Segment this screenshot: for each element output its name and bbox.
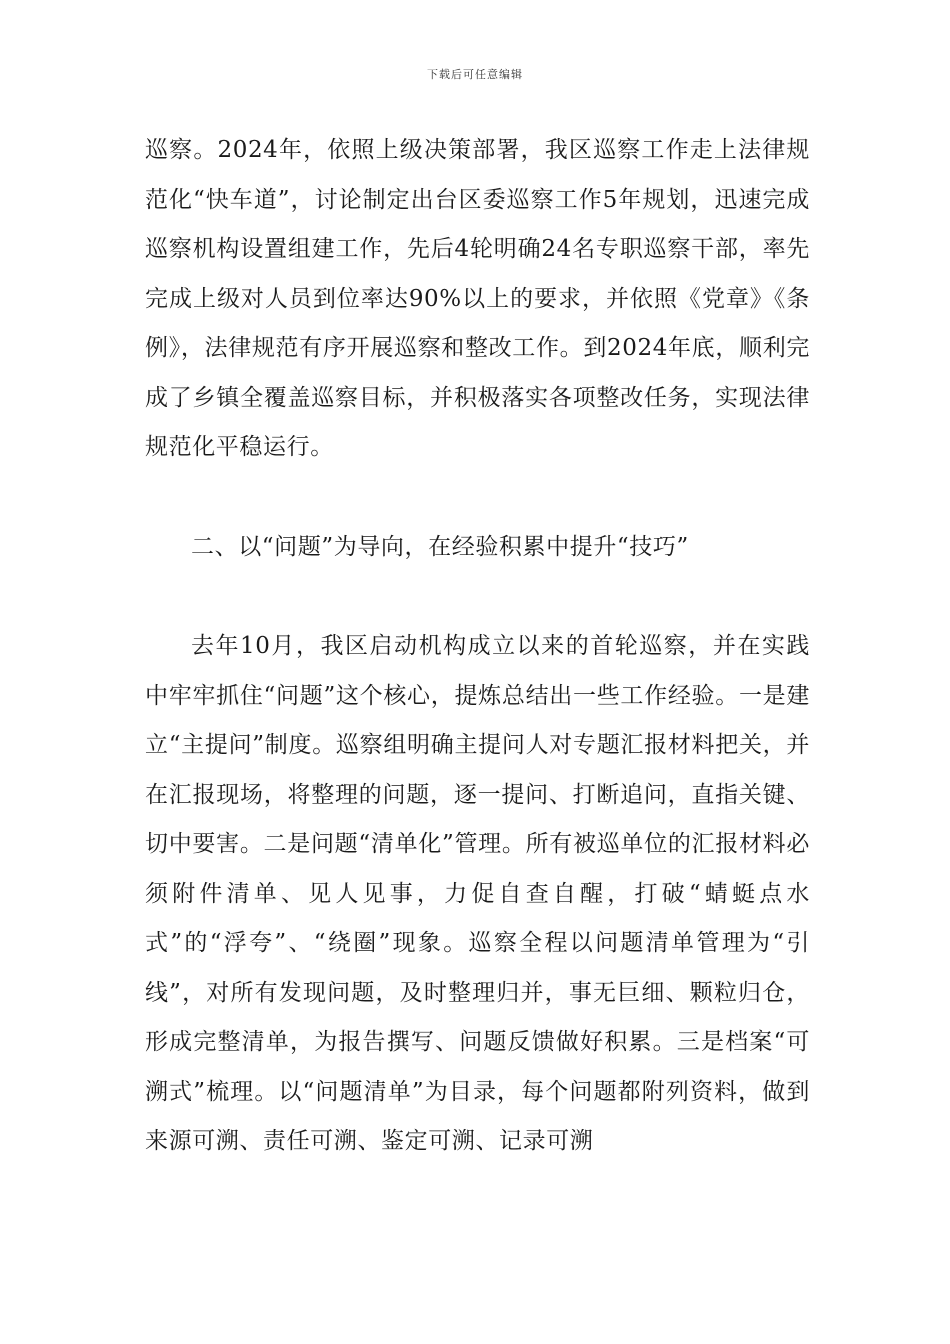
paragraph-continuation: 巡察。2024年，依照上级决策部署，我区巡察工作走上法律规范化“快车道”，讨论制定出台区委巡察工作5年规划，迅速完成巡察机构设置组建工作，先后4轮明确24名专职巡察干部，率先完成上级对人员到位率达90%以上的要求，并依照《党章》《条例》，法律规范有序开展巡察和整改工作。到2024年底，顺利完成了乡镇全覆盖巡察目标，并积极落实各项整改任务，实现法律规范化平稳运行。 [145,137,810,460]
paragraph-spacer [145,473,810,523]
paragraph-body: 去年10月，我区启动机构成立以来的首轮巡察，并在实践中牢牢抓住“问题”这个核心，提炼总结出一些工作经验。一是建立“主提问”制度。巡察组明确主提问人对专题汇报材料把关，并在汇报现场，将整理的问题，逐一提问、打断追问，直指关键、切中要害。二是问题“清单化”管理。所有被巡单位的汇报材料必须附件清单、见人见事，力促自查自醒，打破“蜻蜓点水式”的“浮夸”、“绕圈”现象。巡察全程以问题清单管理为“引线”，对所有发现问题，及时整理归并，事无巨细、颗粒归仓，形成完整清单，为报告撰写、问题反馈做好积累。三是档案“可溯式”梳理。以“问题清单”为目录，每个问题都附列资料，做到来源可溯、责任可溯、鉴定可溯、记录可溯 [145,633,810,1154]
section-heading: 二、以“问题”为导向，在经验积累中提升“技巧” [191,533,689,560]
page-header-note: 下载后可任意编辑 [427,68,523,81]
document-body [145,126,810,1167]
paragraph-spacer [145,572,810,622]
